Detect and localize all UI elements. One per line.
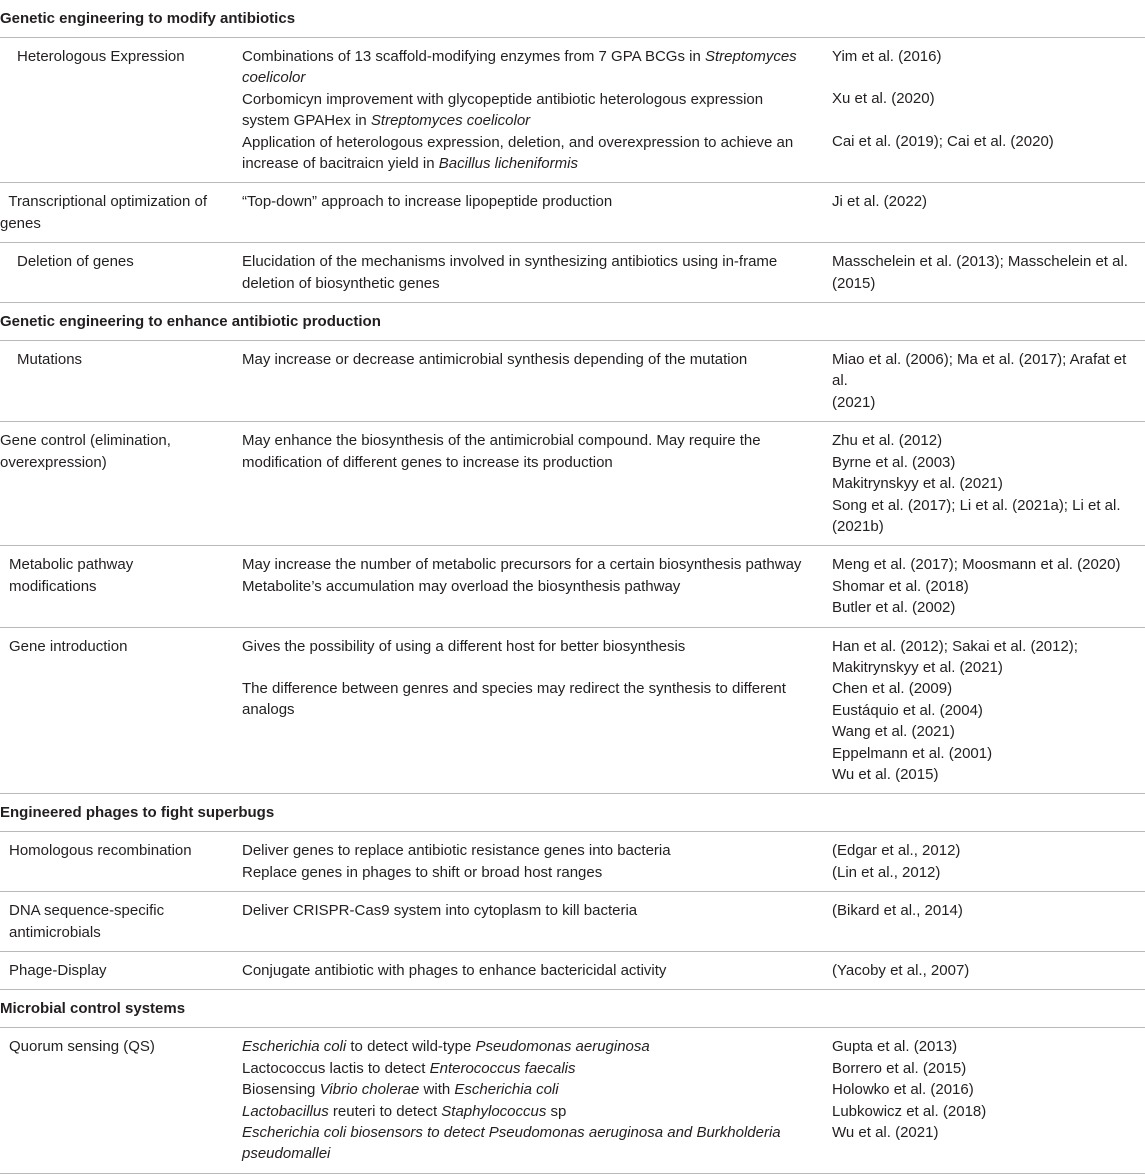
reference-cell: Zhu et al. (2012) Byrne et al. (2003) Makitrynskyy et al. (2021) Song et al. (2017); Li et al. (2021a); Li et al. (2021b): [832, 432, 1121, 535]
description-cell: May increase or decrease antimicrobial synthesis depending of the mutation: [242, 351, 748, 369]
reference-cell: Miao et al. (2006); Ma et al. (2017); Arafat et al. (2021): [832, 351, 1127, 411]
category-cell: Heterologous Expression: [17, 48, 185, 65]
reference-cell: Meng et al. (2017); Moosmann et al. (2020) Shomar et al. (2018) Butler et al. (2002): [832, 556, 1121, 617]
reference-cell: Han et al. (2012); Sakai et al. (2012); Makitrynskyy et al. (2021) Chen et al. (2009) Eustáquio et al. (2004) Wang et al. (2021) Eppelmann et al. (2001) Wu et al. (2015): [832, 637, 1078, 783]
description-cell: Elucidation of the mechanisms involved in synthesizing antibiotics using in-frame deletion of biosynthetic genes: [242, 253, 778, 292]
table-row: [0, 1028, 1145, 1173]
description-cell: Conjugate antibiotic with phages to enhance bactericidal activity: [242, 962, 667, 979]
table-row: [0, 952, 1145, 990]
description-cell: Combinations of 13 scaffold-modifying enzymes from 7 GPA BCGs in Streptomyces coelicolor Corbomicyn improvement with glycopeptide antibiotic heterologous expression system GPAHex in Streptomyces coelicolor Application of heterologous expression, deletion, and overexpression to achieve an increase of bacitraicn yield in Bacillus licheniformis: [242, 48, 797, 173]
table-row: [0, 628, 1145, 795]
category-cell: Quorum sensing (QS): [9, 1038, 155, 1056]
description-cell: May increase the number of metabolic precursors for a certain biosynthesis pathway Metabolite’s accumulation may overload the biosynthesis pathway: [242, 556, 802, 595]
section-header: Genetic engineering to modify antibiotics: [0, 0, 1145, 38]
category-cell: DNA sequence-specific antimicrobials: [9, 902, 165, 941]
description-cell: May enhance the biosynthesis of the antimicrobial compound. May require the modification of different genes to increase its production: [242, 432, 761, 471]
category-cell: Deletion of genes: [17, 253, 134, 271]
table-row: [0, 892, 1145, 952]
description-cell: Deliver CRISPR-Cas9 system into cytoplasm to kill bacteria: [242, 902, 638, 920]
category-cell: Transcriptional optimization of genes: [0, 193, 208, 232]
table-row: [0, 832, 1145, 892]
section-header: Microbial control systems: [0, 990, 1145, 1028]
category-cell: Gene introduction: [9, 637, 128, 655]
table-row: [0, 341, 1145, 422]
category-cell: Gene control (elimination, overexpression): [0, 432, 171, 471]
table-row: [0, 546, 1145, 627]
reference-cell: (Edgar et al., 2012) (Lin et al., 2012): [832, 842, 961, 881]
table-row: [0, 243, 1145, 303]
description-cell: Escherichia coli to detect wild-type Pseudomonas aeruginosa Lactococcus lactis to detect Enterococcus faecalis Biosensing Vibrio cholerae with Escherichia coli Lactobacillus reuteri to detect Staphylococcus sp Escherichia coli biosensors to detect Pseudomonas aeruginosa and Burkholderia pseudomallei: [242, 1038, 781, 1163]
reference-cell: (Yacoby et al., 2007): [832, 962, 970, 979]
description-cell: “Top-down” approach to increase lipopeptide production: [242, 193, 613, 211]
table-row: [0, 183, 1145, 243]
reference-cell: (Bikard et al., 2014): [832, 902, 963, 920]
reference-cell: Gupta et al. (2013) Borrero et al. (2015) Holowko et al. (2016) Lubkowicz et al. (2018) Wu et al. (2021): [832, 1038, 987, 1142]
description-cell: Deliver genes to replace antibiotic resistance genes into bacteria Replace genes in phages to shift or broad host ranges: [242, 842, 671, 881]
table-row: [0, 422, 1145, 546]
category-cell: Phage-Display: [9, 962, 107, 979]
reference-cell: Yim et al. (2016) Xu et al. (2020) Cai et al. (2019); Cai et al. (2020): [832, 48, 1054, 150]
reference-cell: Masschelein et al. (2013); Masschelein et al. (2015): [832, 253, 1128, 292]
description-cell: Gives the possibility of using a different host for better biosynthesis The difference between genres and species may redirect the synthesis to different analogs: [242, 637, 786, 719]
table-row: [0, 38, 1145, 183]
category-cell: Homologous recombination: [9, 842, 192, 860]
reference-cell: Ji et al. (2022): [832, 193, 928, 211]
category-cell: Metabolic pathway modifications: [9, 556, 134, 595]
section-header: Engineered phages to fight superbugs: [0, 794, 1145, 832]
category-cell: Mutations: [17, 351, 83, 369]
section-header: Genetic engineering to enhance antibiotic production: [0, 303, 1145, 341]
